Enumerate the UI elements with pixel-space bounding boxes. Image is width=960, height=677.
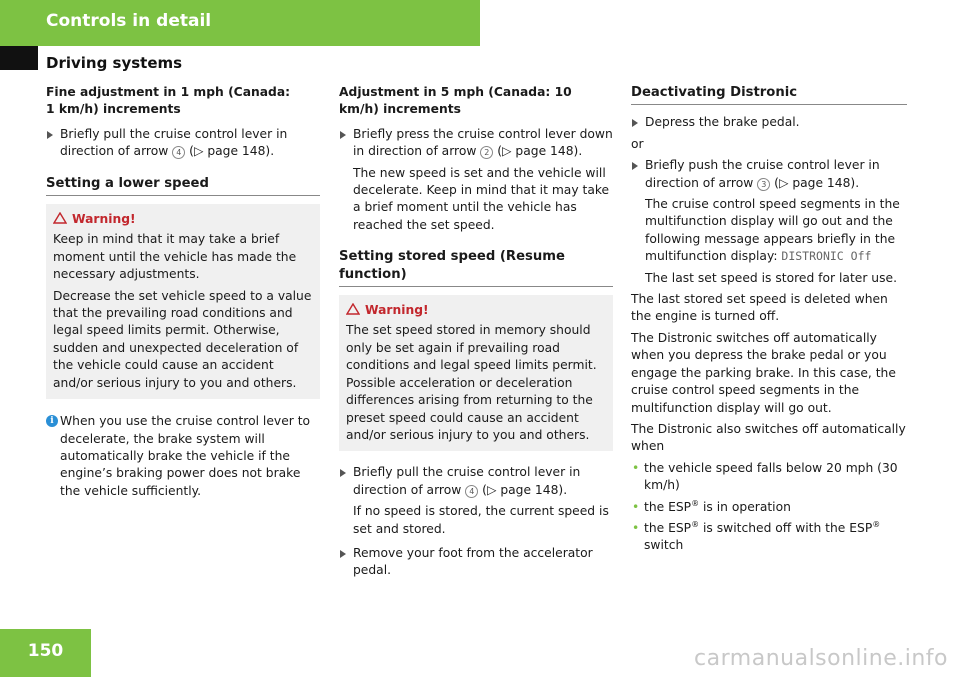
arrow-right-icon <box>47 131 53 139</box>
watermark: carmanualsonline.info <box>694 646 948 671</box>
warning-triangle-icon <box>346 303 360 315</box>
arrow-number-icon: 2 <box>480 146 493 159</box>
resume-step: Briefly pull the cruise control lever in direction of arrow 4 (▷ page 148). <box>339 464 613 499</box>
fine-adjust-heading: Fine adjustment in 1 mph (Canada: 1 km/h) increments <box>46 85 291 117</box>
page-number: 150 <box>27 641 64 661</box>
page-reference[interactable]: page 148 <box>207 144 266 159</box>
arrow-right-icon <box>340 469 346 477</box>
page-reference[interactable]: page 148 <box>515 144 574 159</box>
warning-text: Decrease the set vehicle speed to a value that the prevailing road conditions and legal speed limits permit. Otherwise, sudden and unexpected deceleration of the vehicle could cause an accident and/or serious injury to you and others. <box>53 288 312 390</box>
push-lever-step: Briefly push the cruise control lever in direction of arrow 3 (▷ page 148). <box>631 157 907 192</box>
or-text: or <box>631 136 644 151</box>
page-reference[interactable]: page 148 <box>500 482 559 497</box>
accelerator-step: Remove your foot from the accelerator pedal. <box>339 545 613 580</box>
adjust-5-heading: Adjustment in 5 mph (Canada: 10 km/h) increments <box>339 85 572 117</box>
paragraph: The Distronic switches off automatically when you depress the brake pedal or you engage the parking brake. In this case, the cruise control speed segments in the multifunction display will go out. <box>631 330 896 415</box>
display-message: DISTRONIC Off <box>781 249 872 264</box>
resume-heading: Setting stored speed (Resume function) <box>339 248 613 287</box>
arrow-right-icon <box>632 119 638 127</box>
info-note: i When you use the cruise control lever to decelerate, the brake system will automatically brake the vehicle if the engine’s braking power does not brake the vehicle sufficiently. <box>46 413 320 500</box>
list-item: • the ESP® is in operation <box>632 498 791 514</box>
arrow-number-icon: 4 <box>172 146 185 159</box>
stored-note: The last set speed is stored for later use. <box>645 270 897 285</box>
paragraph: The last stored set speed is deleted when the engine is turned off. <box>631 292 888 324</box>
column-1 <box>46 84 320 500</box>
fine-adjust-step: Briefly pull the cruise control lever in direction of arrow 4 (▷ page 148). <box>46 126 320 161</box>
arrow-right-icon <box>340 131 346 139</box>
adjust-5-step: Briefly press the cruise control lever down in direction of arrow 2 (▷ page 148). <box>339 126 613 161</box>
list-item: • the vehicle speed falls below 20 mph (30 km/h) <box>632 460 898 493</box>
resume-note: If no speed is stored, the current speed is set and stored. <box>353 504 609 536</box>
paragraph: The Distronic also switches off automatically when <box>631 421 906 454</box>
column-3 <box>631 84 907 555</box>
brake-step: Depress the brake pedal. <box>631 114 907 131</box>
list-item: • the ESP® is switched off with the ESP® switch <box>632 519 881 553</box>
display-note: The cruise control speed segments in the multifunction display will go out and the following message appears briefly in the multifunction display: DISTRONIC Off <box>645 197 900 264</box>
warning-title: Warning! <box>53 211 313 228</box>
deactivating-heading: Deactivating Distronic <box>631 84 907 105</box>
info-icon: i <box>46 415 58 427</box>
page-reference[interactable]: page 148 <box>792 175 851 190</box>
arrow-right-icon <box>632 162 638 170</box>
lower-speed-heading: Setting a lower speed <box>46 175 320 196</box>
arrow-right-icon <box>340 550 346 558</box>
warning-text: Keep in mind that it may take a brief moment until the vehicle has made the necessary adjustments. <box>53 232 297 282</box>
arrow-number-icon: 3 <box>757 178 770 191</box>
column-2 <box>339 84 613 580</box>
section-title: Controls in detail <box>46 11 212 31</box>
corner-block <box>0 46 38 70</box>
page-subtitle: Driving systems <box>46 54 183 72</box>
warning-box <box>339 295 613 451</box>
adjust-5-note: The new speed is set and the vehicle will decelerate. Keep in mind that it may take a brief moment until the vehicle has reached the set speed. <box>353 165 610 232</box>
arrow-number-icon: 4 <box>465 485 478 498</box>
warning-triangle-icon <box>53 212 67 224</box>
warning-title: Warning! <box>346 302 606 319</box>
warning-text: The set speed stored in memory should only be set again if prevailing road conditions and legal speed limits permit. Possible acceleration or deceleration differences arising from returning to the preset speed could cause an accident and/or serious injury to you and others. <box>346 323 597 442</box>
warning-box <box>46 204 320 399</box>
